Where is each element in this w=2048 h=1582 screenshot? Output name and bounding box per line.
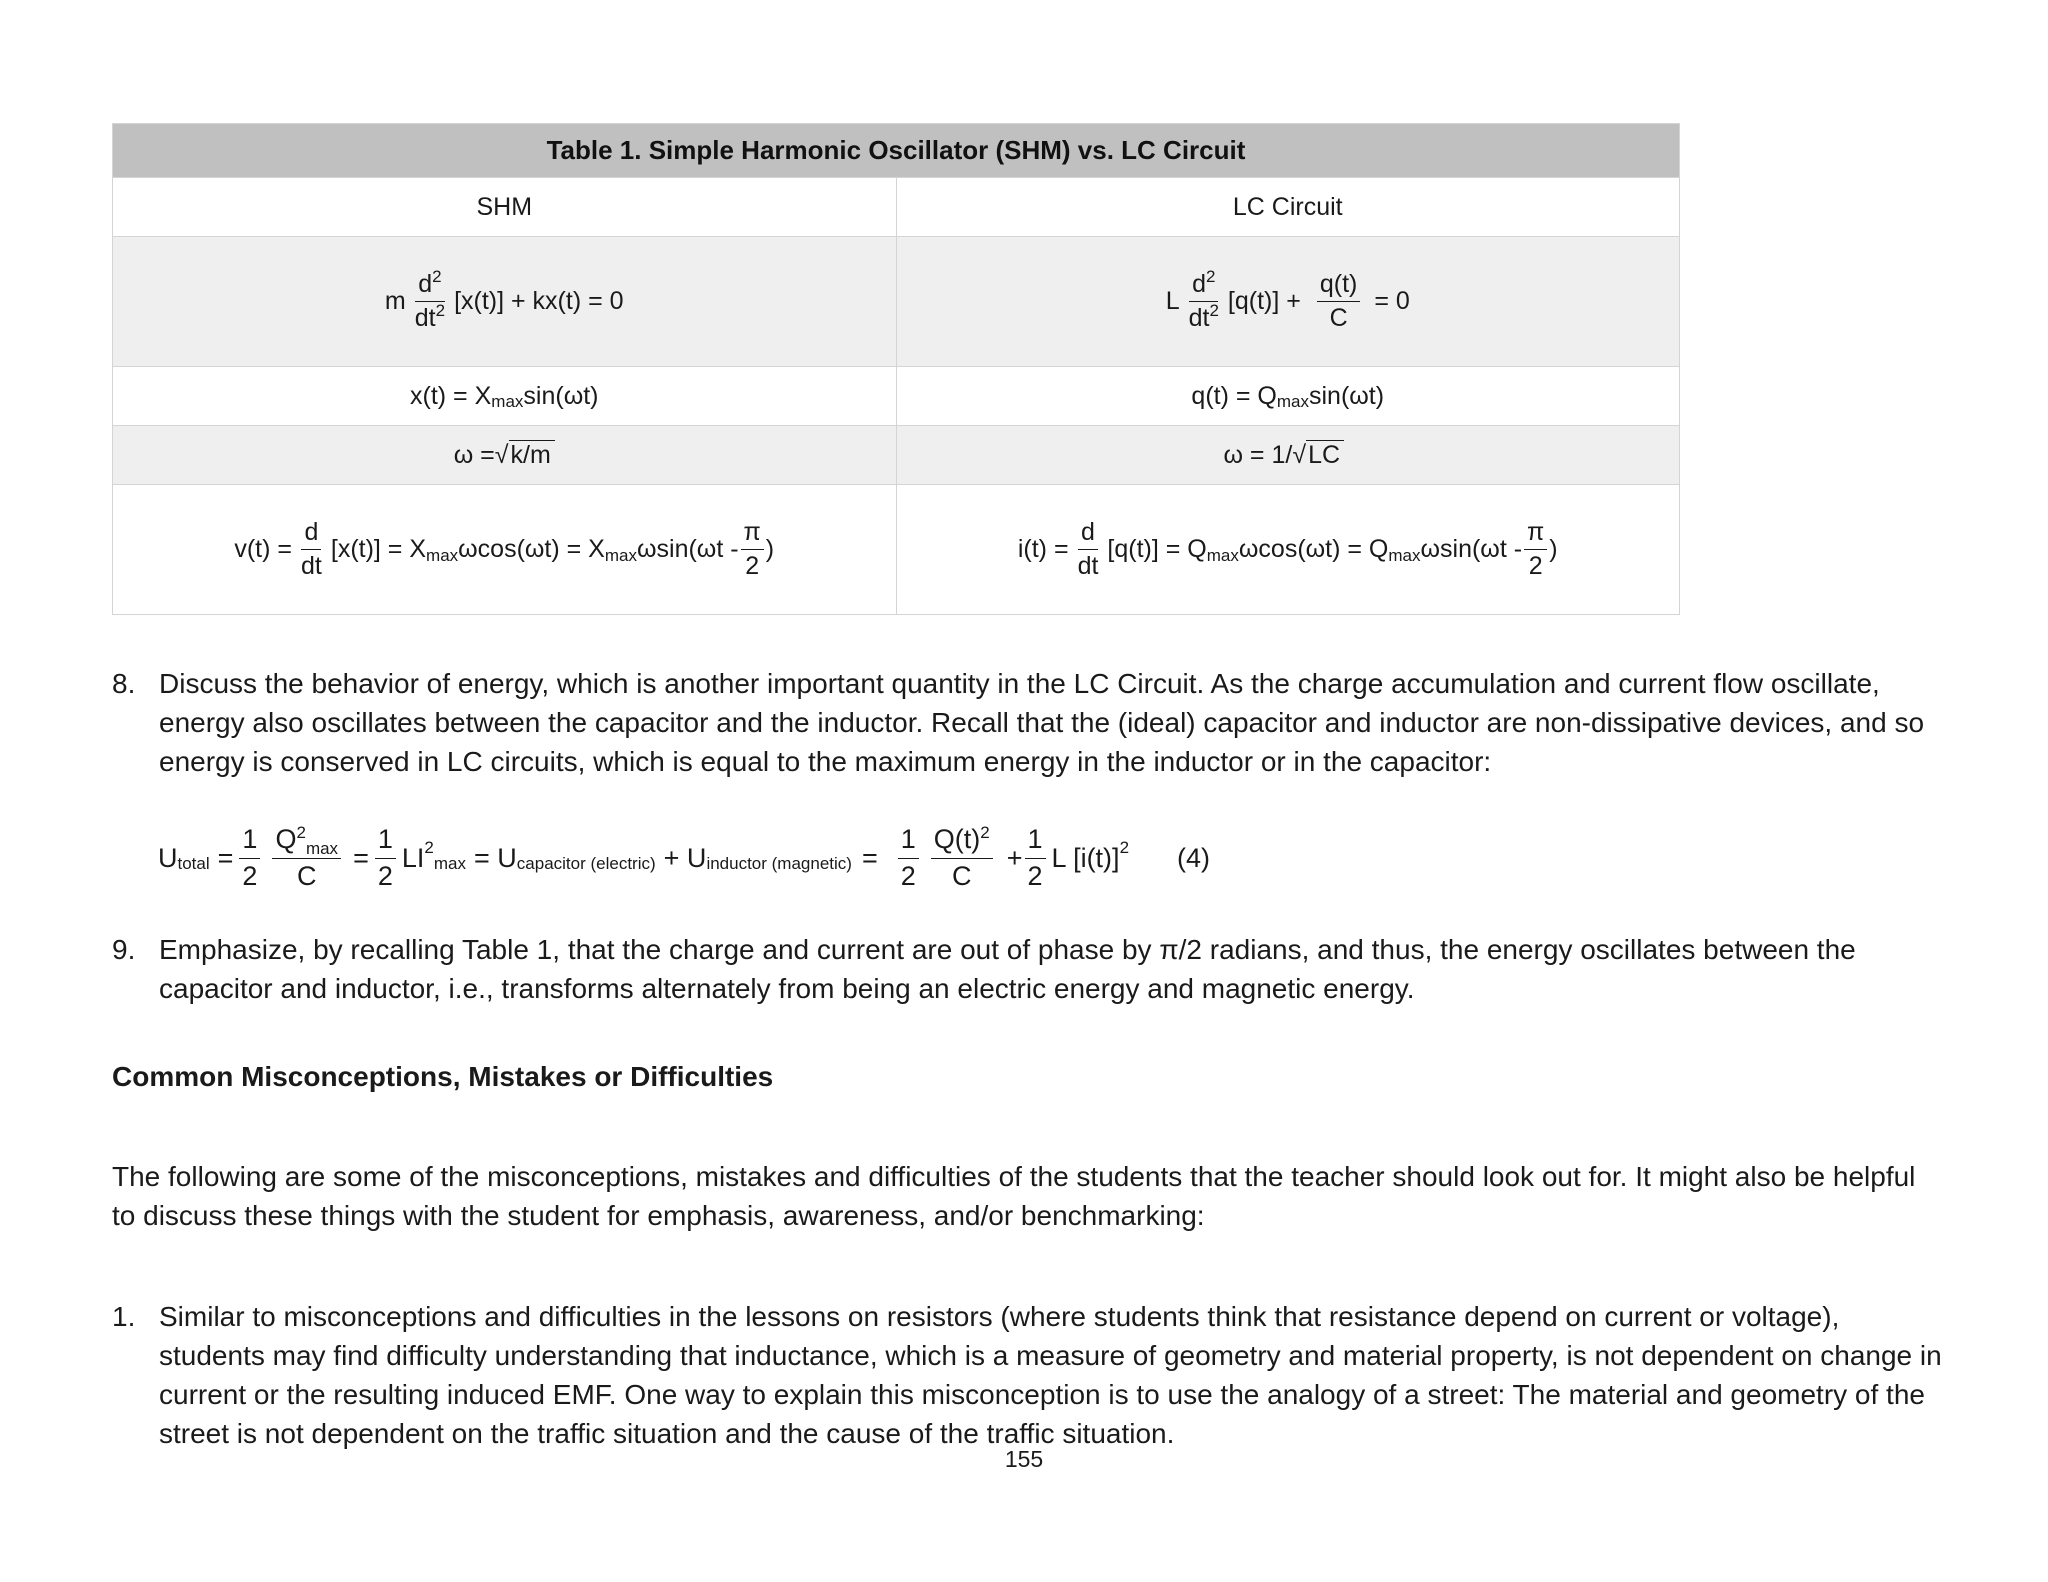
list-item-text: Discuss the behavior of energy, which is another important quantity in the LC Circuit. As the charge accumulation and current flow oscillate, energy also oscillates between the capacitor and the inductor. Recall that the (ideal) capacitor and inductor are non-dissipative devices, and so energy is conserved in LC circuits, which is equal to the maximum energy in the inductor or in the capacitor: bbox=[159, 668, 1925, 777]
lc-charge-equation: q(t) = Q max sin(ωt) bbox=[896, 367, 1680, 426]
list-number: 8. bbox=[112, 668, 136, 699]
table-header-lc: LC Circuit bbox=[896, 178, 1680, 237]
equation-number: (4) bbox=[1177, 842, 1211, 873]
shm-velocity-equation: v(t) = $\frac{d}{dt}$ [x(t)] = X max ωcos(ωt) = X max ωsin(ωt - $\frac{\pi}{2}$ ) bbox=[113, 485, 897, 615]
list-number: 1. bbox=[112, 1301, 136, 1332]
comparison-table bbox=[112, 123, 1680, 615]
list-item-text: Similar to misconceptions and difficulties in the lessons on resistors (where students think that resistance depend on current or voltage), students may find difficulty understanding that inductance, which is a measure of geometry and material property, is not dependent on change in current or the resulting induced EMF. One way to explain this misconception is to use the analogy of a street: The material and geometry of the street is not dependent on the traffic situation and the cause of the traffic situation. bbox=[159, 1301, 1942, 1449]
list-number: 9. bbox=[112, 934, 136, 965]
lc-equation-of-motion: L $\frac{d^2}{dt^2}$ [q(t)] + $\frac{q(t)}{C}$ = 0 bbox=[896, 237, 1680, 367]
list-item-8 bbox=[112, 664, 1942, 781]
table-title: Table 1. Simple Harmonic Oscillator (SHM) vs. LC Circuit bbox=[113, 124, 1680, 178]
section-heading: Common Misconceptions, Mistakes or Difficulties bbox=[112, 1061, 774, 1092]
shm-equation-of-motion: m $\frac{d^2}{dt^2}$ [x(t)] + kx(t) = 0 bbox=[113, 237, 897, 367]
lc-angular-frequency: ω = 1/ √ LC bbox=[896, 426, 1680, 485]
page-number: 155 bbox=[1004, 1446, 1044, 1472]
list-item-text: Emphasize, by recalling Table 1, that the charge and current are out of phase by π/2 radians, and thus, the energy oscillates between the capacitor and inductor, i.e., transforms alternately from being an electric energy and magnetic energy. bbox=[159, 934, 1856, 1004]
intro-paragraph: The following are some of the misconceptions, mistakes and difficulties of the students that the teacher should look out for. It might also be helpful to discuss these things with the student for emphasis, awareness, and/or benchmarking: bbox=[112, 1161, 1916, 1231]
shm-angular-frequency: ω = √ k/m bbox=[113, 426, 897, 485]
shm-position-equation: x(t) = X max sin(ωt) bbox=[113, 367, 897, 426]
energy-equation: U total = $\frac{1}{2}$ $\frac{Q^2_{max}}{C}$ = $\frac{1}{2}$ LI 2 max = U capacitor (electric) + U inductor (magnetic) = $\frac{1}{2}$ $\frac{Q(t)^2}{C}$ + $\frac{1}{2}$ L [i(t)] 2 (4) bbox=[158, 823, 1211, 891]
list-item-9 bbox=[112, 930, 1942, 1008]
table-header-shm: SHM bbox=[113, 178, 897, 237]
lc-current-equation: i(t) = $\frac{d}{dt}$ [q(t)] = Q max ωcos(ωt) = Q max ωsin(ωt - $\frac{\pi}{2}$ ) bbox=[896, 485, 1680, 615]
list-item-1 bbox=[112, 1297, 1942, 1453]
